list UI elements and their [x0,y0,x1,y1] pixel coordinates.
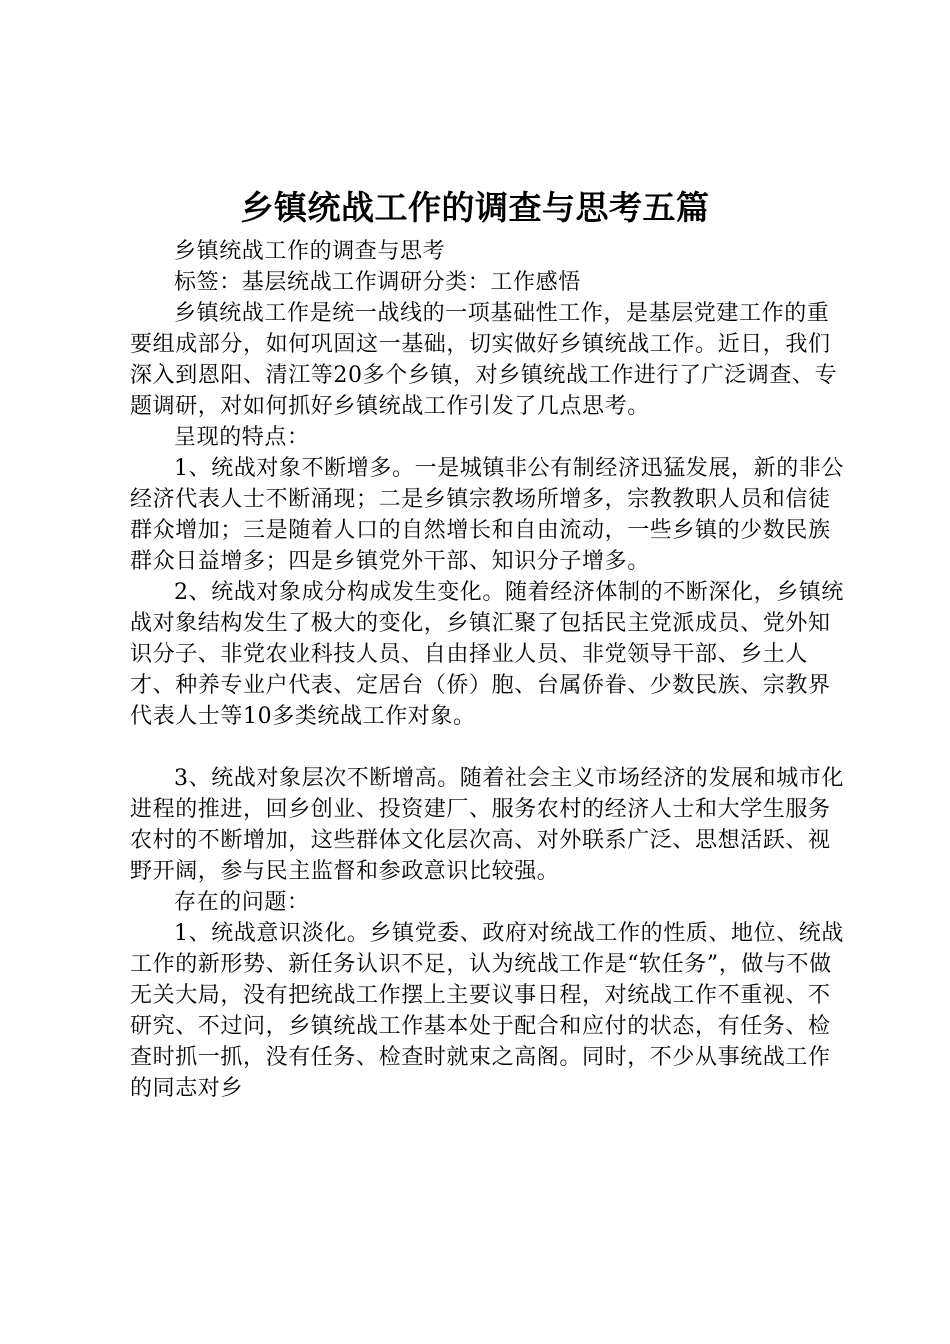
subtitle-paragraph: 乡镇统战工作的调查与思考 [174,239,446,264]
problem-paragraph-1: 1、统战意识淡化。乡镇党委、政府对统战工作的性质、地位、统战工作的新形势、新任务认识不足，认为统战工作是“软任务”，做与不做无关大局，没有把统战工作摆上主要议事日程，对统战工作不重视、不研究、不过问，乡镇统战工作基本处于配合和应付的状态，有任务、检查时抓一抓，没有任务、检查时就束之高阁。同时，不少从事统战工作的同志对乡 [130,921,844,1101]
paragraph-gap [130,732,850,763]
intro-paragraph: 乡镇统战工作是统一战线的一项基础性工作，是基层党建工作的重要组成部分，如何巩固这一基础，切实做好乡镇统战工作。近日，我们深入到恩阳、清江等20多个乡镇，对乡镇统战工作进行了广泛调查、专题调研，对如何抓好乡镇统战工作引发了几点思考。 [130,301,838,419]
tags-paragraph: 标签：基层统战工作调研分类：工作感悟 [174,270,581,295]
document-title: 乡镇统战工作的调查与思考五篇 [240,188,710,227]
feature-paragraph-2: 2、统战对象成分构成发生变化。随着经济体制的不断深化，乡镇统战对象结构发生了极大的变化，乡镇汇聚了包括民主党派成员、党外知识分子、非党农业科技人员、自由择业人员、非党领导干部、乡土人才、种养专业户代表、定居台（侨）胞、台属侨眷、少数民族、宗教界代表人士等10多类统战工作对象。 [130,580,844,729]
feature-paragraph-1: 1、统战对象不断增多。一是城镇非公有制经济迅猛发展，新的非公经济代表人士不断涌现；二是乡镇宗教场所增多，宗教教职人员和信徒群众增加；三是随着人口的自然增长和自由流动，一些乡镇的少数民族群众日益增多；四是乡镇党外干部、知识分子增多。 [130,456,844,574]
problems-heading: 存在的问题： [174,890,310,915]
document-body [130,236,850,1104]
feature-paragraph-3: 3、统战对象层次不断增高。随着社会主义市场经济的发展和城市化进程的推进，回乡创业、投资建厂、服务农村的经济人士和大学生服务农村的不断增加，这些群体文化层次高、对外联系广泛、思想活跃、视野开阔，参与民主监督和参政意识比较强。 [130,766,844,884]
features-heading: 呈现的特点： [174,425,310,450]
